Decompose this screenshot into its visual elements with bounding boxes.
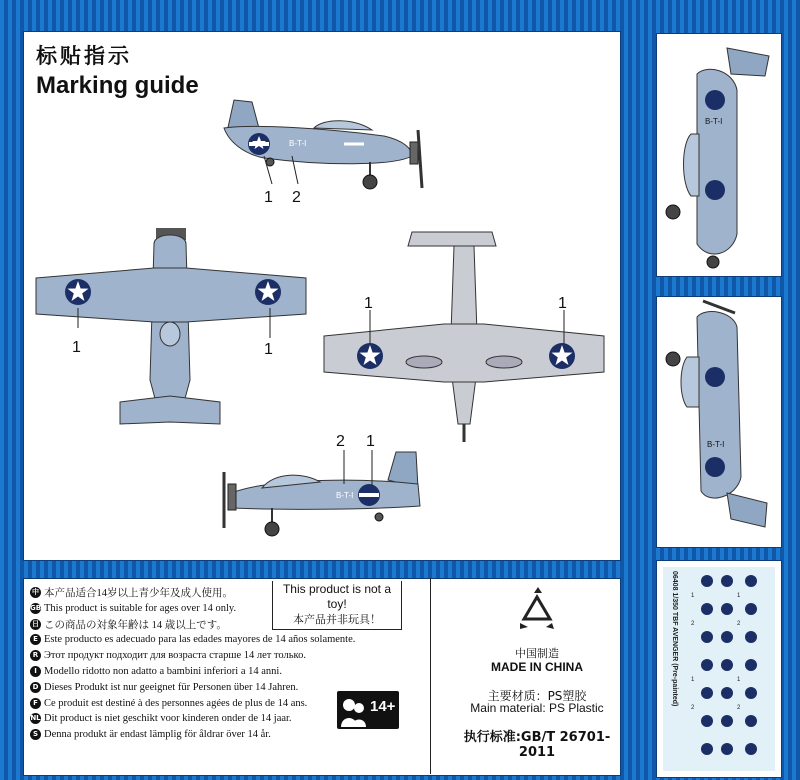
language-badge-icon: R [30, 650, 41, 661]
age-warning-text: この商品の対象年齢は 14 歳以上です。 [44, 619, 227, 631]
safety-info-panel [23, 578, 621, 776]
callout-marker: 1 [72, 339, 81, 356]
age-warning-row [30, 664, 430, 679]
age-warning-row [30, 727, 430, 742]
side-panel-lower [656, 296, 782, 548]
language-badge-icon: D [30, 682, 41, 693]
callout-marker: 1 [558, 295, 567, 312]
title-english: Marking guide [36, 72, 199, 99]
svg-text:2: 2 [737, 621, 741, 627]
marking-guide-panel [23, 31, 621, 561]
not-toy-english: This product is not a toy! [282, 582, 392, 611]
not-a-toy-notice [272, 581, 402, 630]
age-warning-text: Ce produit est destiné à des personnes agées de plus de 14 ans. [44, 697, 308, 709]
age-warning-text: This product is suitable for ages over 14 only. [44, 602, 237, 614]
language-badge-icon: GB [30, 603, 42, 612]
made-in-china-cn: 中国制造 [515, 647, 559, 660]
kids-silhouette-icon [337, 691, 399, 729]
decal-sheet-graphic [657, 561, 781, 777]
age-badge [337, 691, 399, 729]
recycle-icon [454, 587, 620, 640]
vertical-aircraft-view-lower [657, 297, 781, 547]
top-view-aircraft [36, 228, 306, 424]
language-badge-icon: S [30, 729, 41, 740]
age-warning-text: Este producto es adecuado para las edades mayores de 14 años solamente. [44, 634, 356, 646]
svg-text:B-T-I: B-T-I [707, 440, 725, 449]
side-panel-upper [656, 33, 782, 277]
age-warning-text: 本产品适合14岁以上青少年及成人使用。 [44, 588, 233, 599]
age-warning-text: Dit product is niet geschikt voor kinderen onder de 14 jaar. [44, 713, 292, 725]
standard-code: 执行标准:GB/T 26701-2011 [463, 730, 611, 760]
language-badge-icon: NL [30, 714, 41, 723]
made-in-china-en: MADE IN CHINA [491, 660, 583, 674]
svg-text:2: 2 [691, 621, 695, 627]
vertical-aircraft-view [657, 34, 781, 276]
language-badge-icon: 日 [32, 619, 39, 628]
decal-sheet-text: 06408 1/350 TBF AVENGER (Pre-painted) [671, 571, 678, 707]
svg-text:1: 1 [737, 677, 741, 683]
language-badge-icon: E [30, 634, 41, 645]
svg-text:2: 2 [737, 705, 741, 711]
language-badge-icon: F [30, 698, 41, 709]
svg-text:1: 1 [691, 593, 695, 599]
main-material-en: Main material: PS Plastic [470, 701, 604, 715]
svg-text:1: 1 [737, 593, 741, 599]
age-warning-text: Denna produkt är endast lämplig för åldrar över 14 år. [44, 729, 271, 741]
decal-sheet [656, 560, 782, 778]
svg-text:B-T-I: B-T-I [705, 117, 723, 126]
aircraft-illustrations [24, 32, 620, 560]
svg-text:B-T-I: B-T-I [336, 491, 354, 500]
callout-marker: 2 [336, 433, 345, 450]
age-warning-text: Modello ridotto non adatto a bambini inferiori a 14 anni. [44, 666, 282, 677]
bottom-view-aircraft [324, 232, 604, 442]
callout-marker: 2 [292, 189, 301, 206]
svg-text:1: 1 [691, 677, 695, 683]
age-warning-row [30, 648, 430, 663]
callout-marker: 1 [264, 341, 273, 358]
title-chinese: 标贴指示 [36, 44, 132, 68]
side-view-upper [224, 100, 422, 189]
callout-marker: 1 [264, 189, 273, 206]
callout-marker: 1 [366, 433, 375, 450]
language-badge-icon: I [30, 666, 41, 677]
callout-marker: 1 [364, 295, 373, 312]
not-toy-chinese: 本产品并非玩具！ [293, 613, 381, 626]
info-divider [430, 578, 431, 774]
age-badge-text: 14+ [370, 698, 396, 715]
side-view-lower [224, 452, 420, 536]
language-badge-icon: 中 [32, 588, 39, 596]
tail-code-text: B-T-I [289, 139, 307, 148]
main-material-cn: 主要材质：PS塑胶 [487, 689, 587, 703]
age-warning-row [30, 632, 430, 647]
svg-text:2: 2 [691, 705, 695, 711]
age-warning-text: Dieses Produkt ist nur geeignet für Personen über 14 Jahren. [44, 681, 299, 693]
age-warning-text: Этот продукт подходит для возраста старше 14 лет только. [44, 650, 306, 662]
